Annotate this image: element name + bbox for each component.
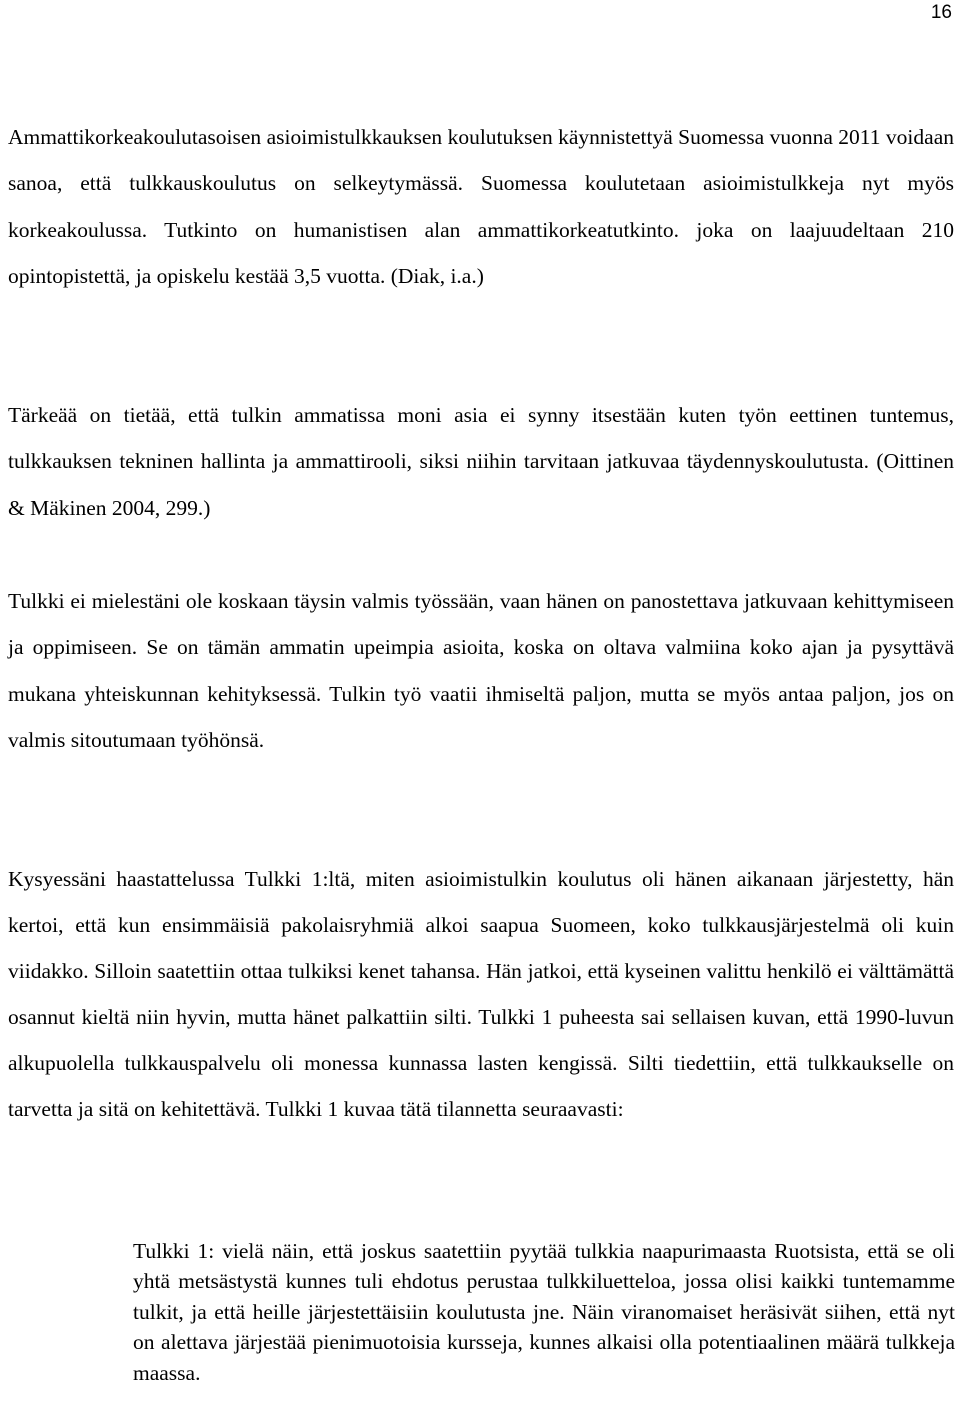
page-number: 16 [930,2,952,23]
interview-quote: Tulkki 1: vielä näin, että joskus saatettiin pyytää tulkkia naapurimaasta Ruotsista, että se oli yhtä metsästystä kunnes tuli ehdotus perustaa tulkkiluetteloa, jossa olisi kaikki tuntemamme tulkit, ja että heille järjestettäisiin koulutusta jne. Näin viranomaiset heräsivät siihen, että nyt on alettava järjestää pienimuotoisia kursseja, kunnes alkaisi olla potentiaalinen määrä tulkkeja maassa. [133,1239,955,1385]
paragraph-interpreter-development: Tulkki ei mielestäni ole koskaan täysin valmis työssään, vaan hänen on panostettava jatkuvaan kehittymiseen ja oppimiseen. Se on tämän ammatin upeimpia asioita, koska on oltava valmiina koko ajan ja pysyttävä mukana yhteiskunnan kehityksessä. Tulkin työ vaatii ihmiseltä paljon, mutta se myös antaa paljon, jos on valmis sitoutumaan työhönsä. [8,589,954,753]
paragraph-education-2011: Ammattikorkeakoulutasoisen asioimistulkkauksen koulutuksen käynnistettyä Suomessa vuonna 2011 voidaan sanoa, että tulkkauskoulutus on selkeytymässä. Suomessa koulutetaan asioimistulkkeja nyt myös korkeakoulussa. Tutkinto on humanistisen alan ammattikorkeatutkinto. joka on laajuudeltaan 210 opintopistettä, ja opiskelu kestää 3,5 vuotta. (Diak, i.a.) [8,125,954,289]
paragraph-continuing-education: Tärkeää on tietää, että tulkin ammatissa moni asia ei synny itsestään kuten työn eettinen tuntemus, tulkkauksen tekninen hallinta ja ammattirooli, siksi niihin tarvitaan jatkuvaa täydennyskoulutusta. (Oittinen & Mäkinen 2004, 299.) [8,403,954,520]
paragraph-interview-history: Kysyessäni haastattelussa Tulkki 1:ltä, miten asioimistulkin koulutus oli hänen aikanaan järjestetty, hän kertoi, että kun ensimmäisiä pakolaisryhmiä alkoi saapua Suomeen, koko tulkkausjärjestelmä oli kuin viidakko. Silloin saatettiin ottaa tulkiksi kenet tahansa. Hän jatkoi, että kyseinen valittu henkilö ei välttämättä osannut kieltä niin hyvin, mutta hänet palkattiin silti. Tulkki 1 puheesta sai sellaisen kuvan, että 1990-luvun alkupuolella tulkkauspalvelu oli monessa kunnassa lasten kengissä. Silti tiedettiin, että tulkkaukselle on tarvetta ja sitä on kehitettävä. Tulkki 1 kuvaa tätä tilannetta seuraavasti: [8,867,954,1121]
